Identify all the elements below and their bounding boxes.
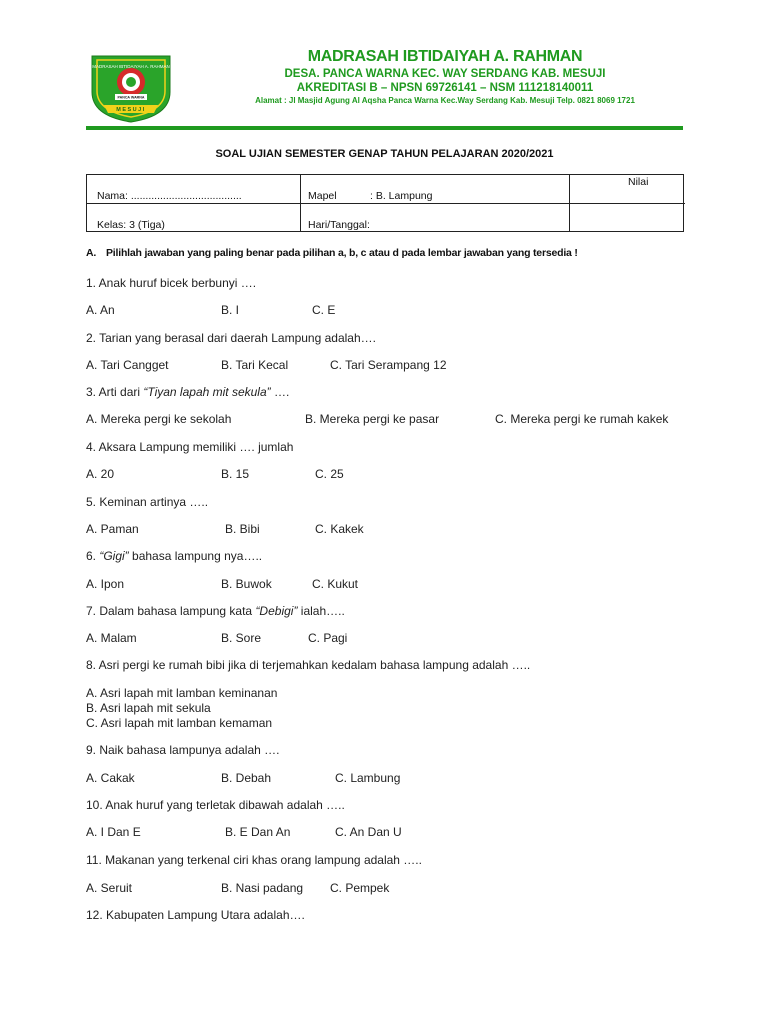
option-6b: B. Buwok (221, 577, 272, 591)
name-field[interactable]: Nama: ...................................... (97, 190, 242, 202)
option-1a: A. An (86, 303, 115, 317)
class-field: Kelas: 3 (Tiga) (97, 219, 165, 231)
option-2a: A. Tari Cangget (86, 358, 169, 372)
section-instruction (86, 247, 706, 259)
option-3c: C. Mereka pergi ke rumah kakek (495, 412, 669, 426)
option-10c: C. An Dan U (335, 825, 402, 839)
svg-text:PANCA WARNA: PANCA WARNA (117, 95, 145, 100)
option-3a: A. Mereka pergi ke sekolah (86, 412, 232, 426)
option-11b: B. Nasi padang (221, 881, 304, 895)
option-5c: C. Kakek (315, 522, 364, 536)
school-contact: Alamat : Jl Masjid Agung Al Aqsha Panca Warna Kec.Way Serdang Kab. Mesuji Telp. 0821 8069 1721 (255, 96, 635, 105)
option-10a: A. I Dan E (86, 825, 141, 839)
exam-title: SOAL UJIAN SEMESTER GENAP TAHUN PELAJARAN 2020/2021 (215, 148, 554, 160)
option-3b: B. Mereka pergi ke pasar (305, 412, 440, 426)
option-4b: B. 15 (221, 467, 250, 481)
student-info-table (86, 174, 684, 232)
option-4a: A. 20 (86, 467, 115, 481)
option-7a: A. Malam (86, 631, 137, 645)
option-11c: C. Pempek (330, 881, 390, 895)
instruction-text: Pilihlah jawaban yang paling benar pada pilihan a, b, c atau d pada lembar jawaban yang tersedia ! (106, 247, 578, 259)
option-10b: B. E Dan An (225, 825, 291, 839)
option-11a: A. Seruit (86, 881, 133, 895)
question-1: 1. Anak huruf bicek berbunyi …. (86, 276, 257, 290)
table-divider (87, 203, 569, 204)
school-accreditation: AKREDITASI B – NPSN 69726141 – NSM 111218140011 (296, 82, 594, 94)
option-4c: C. 25 (315, 467, 344, 481)
option-9b: B. Debah (221, 771, 272, 785)
header-divider (86, 126, 683, 130)
svg-text:MESUJI: MESUJI (116, 107, 146, 113)
option-6a: A. Ipon (86, 577, 125, 591)
svg-text:MADRASAH IBTIDAIYAH A. RAHMAN: MADRASAH IBTIDAIYAH A. RAHMAN (92, 64, 170, 69)
option-2b: B. Tari Kecal (221, 358, 289, 372)
school-address: DESA. PANCA WARNA KEC. WAY SERDANG KAB. MESUJI (284, 68, 606, 80)
question-2: 2. Tarian yang berasal dari daerah Lampung adalah…. (86, 331, 376, 345)
option-9a: A. Cakak (86, 771, 135, 785)
question-5: 5. Keminan artinya ….. (86, 495, 209, 509)
subject-label: Mapel (308, 190, 337, 202)
score-label: Nilai (628, 176, 649, 188)
question-6: 6. “Gigi” bahasa lampung nya….. (86, 549, 263, 563)
option-5b: B. Bibi (225, 522, 260, 536)
question-7: 7. Dalam bahasa lampung kata “Debigi” ialah….. (86, 604, 345, 618)
option-2c: C. Tari Serampang 12 (330, 358, 447, 372)
school-logo (88, 48, 174, 124)
option-8c: C. Asri lapah mit lamban kemaman (86, 716, 273, 730)
question-10: 10. Anak huruf yang terletak dibawah adalah ….. (86, 798, 345, 812)
option-7b: B. Sore (221, 631, 262, 645)
subject-value: : B. Lampung (370, 190, 433, 202)
option-9c: C. Lambung (335, 771, 401, 785)
option-7c: C. Pagi (308, 631, 348, 645)
option-8a: A. Asri lapah mit lamban keminanan (86, 686, 278, 700)
table-divider (569, 203, 685, 204)
question-8: 8. Asri pergi ke rumah bibi jika di terjemahkan kedalam bahasa lampung adalah ….. (86, 658, 531, 672)
question-11: 11. Makanan yang terkenal ciri khas orang lampung adalah ….. (86, 853, 422, 867)
school-name: MADRASAH IBTIDAIYAH A. RAHMAN (307, 48, 583, 65)
option-6c: C. Kukut (312, 577, 359, 591)
question-9: 9. Naik bahasa lampunya adalah …. (86, 743, 280, 757)
option-1c: C. E (312, 303, 336, 317)
question-12: 12. Kabupaten Lampung Utara adalah…. (86, 908, 305, 922)
option-1b: B. I (221, 303, 240, 317)
option-8b: B. Asri lapah mit sekula (86, 701, 211, 715)
date-field[interactable]: Hari/Tanggal: (308, 219, 370, 231)
option-5a: A. Paman (86, 522, 139, 536)
question-3: 3. Arti dari “Tiyan lapah mit sekula” …. (86, 385, 290, 399)
question-4: 4. Aksara Lampung memiliki …. jumlah (86, 440, 294, 454)
section-letter: A. (86, 247, 97, 259)
